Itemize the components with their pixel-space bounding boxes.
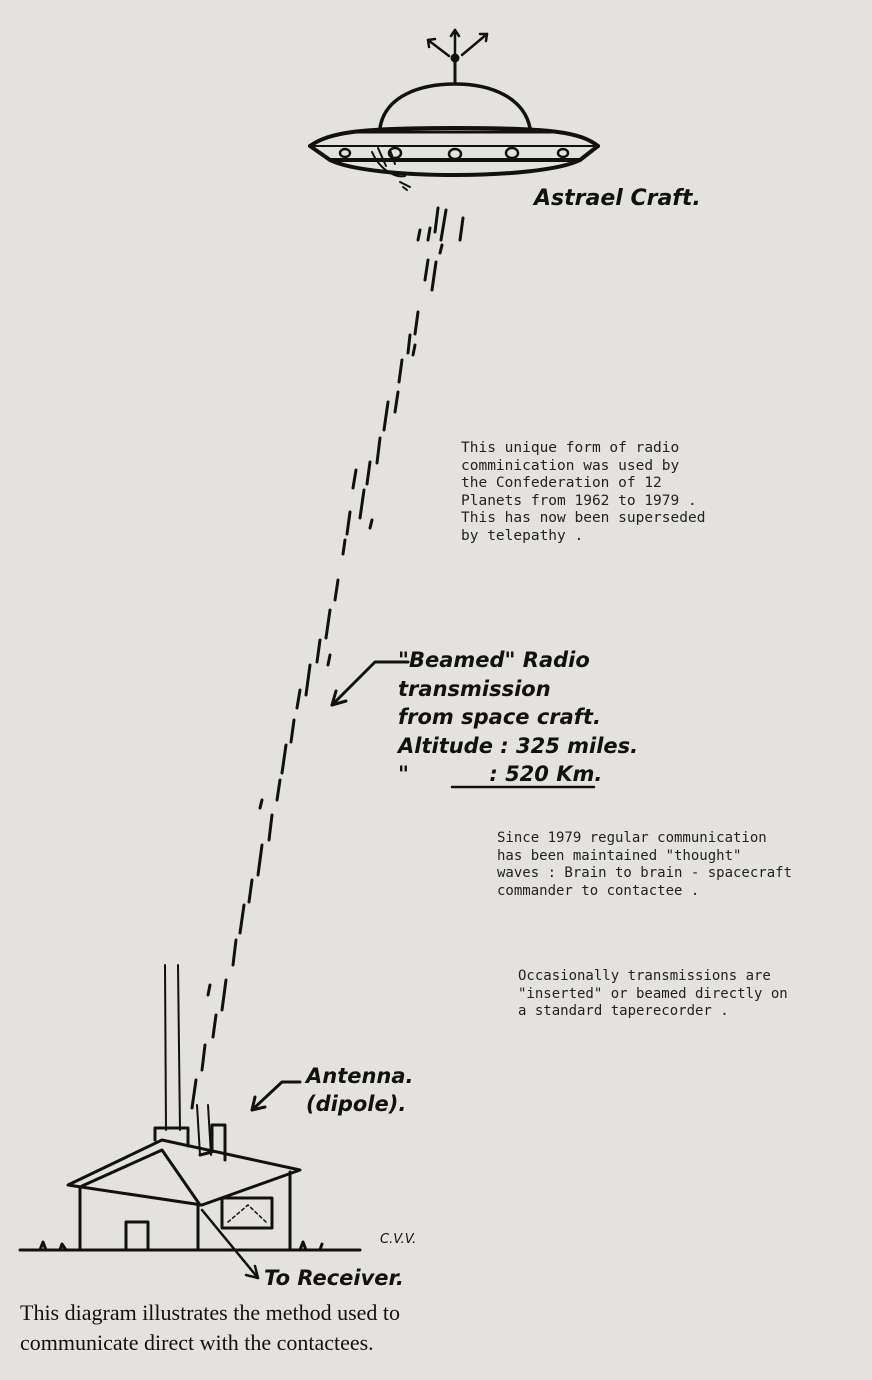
beam-label-line: "Beamed" Radio [398,648,590,672]
note-line: Occasionally transmissions are [518,968,771,984]
beam-label-line: Altitude : 325 miles. [398,733,639,758]
caption-line: This diagram illustrates the method used to [20,1300,401,1325]
note-line: Planets from 1962 to 1979 . [461,492,697,509]
house [20,1125,360,1250]
craft-label: Astrael Craft. [534,186,701,211]
beam-label-line: " : 520 Km. [398,762,603,786]
antenna-pointer-arrow [252,1082,300,1110]
tape-note [518,968,788,1021]
telepathy-note [497,830,792,900]
receiver-label: To Receiver. [264,1266,404,1290]
spacecraft [310,55,598,190]
beam-pointer-arrow [332,662,408,705]
beam-label-line: from space craft. [398,705,601,729]
note-line: This unique form of radio [461,440,680,456]
antenna-label-line: (dipole). [306,1092,407,1116]
antenna-label [306,1062,414,1118]
note-line: This has now been superseded [461,510,706,526]
note-line: a standard taperecorder . [518,1003,729,1019]
note-line: waves : Brain to brain - spacecraft [497,865,793,881]
note-line: by telepathy . [461,527,584,544]
signal-rays-icon [428,30,487,58]
antenna-label-line: Antenna. [306,1064,414,1088]
beam-label [398,646,638,789]
note-line: commander to contactee . [497,882,700,899]
note-line: "inserted" or beamed directly on [518,985,788,1002]
beam-label-line: transmission [398,676,551,701]
note-line: the Confederation of 12 [461,475,662,491]
note-line: Since 1979 regular communication [497,830,767,846]
signature: C.V.V. [380,1232,417,1247]
note-line: comminication was used by [461,457,680,474]
radio-note [461,440,705,545]
figure-caption [20,1298,400,1358]
note-line: has been maintained "thought" [497,847,742,864]
caption-line: communicate direct with the contactees. [20,1330,374,1355]
